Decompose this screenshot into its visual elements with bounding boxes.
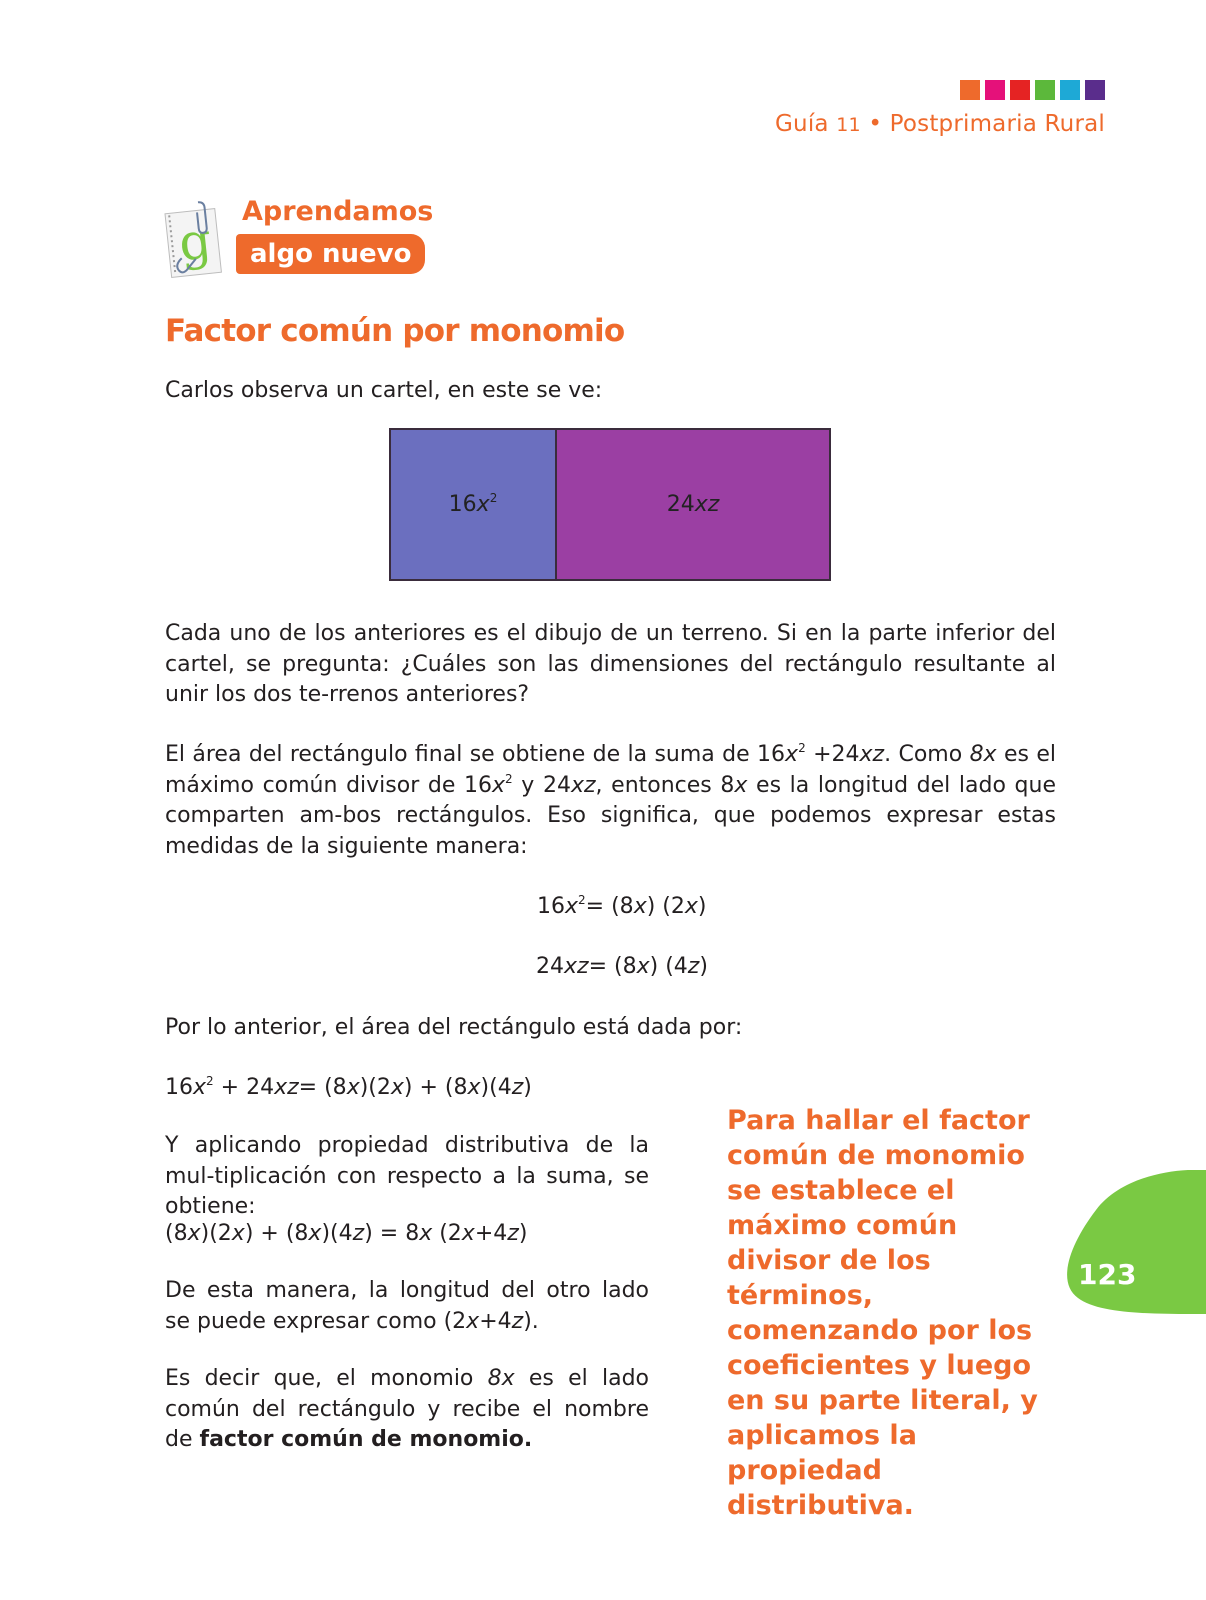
notebook-g-icon — [162, 201, 224, 281]
running-header — [775, 111, 1105, 137]
left-var: x — [476, 492, 490, 517]
intro-paragraph: Carlos observa un cartel, en este se ve: — [165, 378, 603, 403]
terrain-rect-left — [391, 430, 557, 579]
equation-3: $16x^2 + 24xz= (8x)(2x) + (8x)(4z)$ — [165, 1074, 532, 1100]
guide-subtitle: Postprimaria Rural — [889, 111, 1105, 137]
paragraph-other-side: De esta manera, la longitud del otro lado se puede expresar como (2x+4z). — [165, 1278, 649, 1334]
strip-swatch-3 — [1010, 80, 1030, 100]
page-number: 123 — [1078, 1258, 1137, 1291]
terrain-rect-right — [557, 430, 829, 579]
terrain-right-label: 24xz — [666, 492, 720, 517]
right-var: xz — [694, 492, 720, 517]
strip-swatch-1 — [960, 80, 980, 100]
color-strip — [960, 80, 1105, 100]
notebook-letter: g — [176, 211, 215, 273]
strip-swatch-2 — [985, 80, 1005, 100]
paragraph-area: Por lo anterior, el área del rectángulo está dada por: — [165, 1015, 743, 1040]
strip-swatch-5 — [1060, 80, 1080, 100]
header-separator: • — [860, 111, 890, 137]
equation-4: (8x)(2x) + (8x)(4z) = 8x (2x+4z) — [165, 1221, 528, 1246]
guide-label: Guía — [775, 111, 837, 137]
left-exponent: 2 — [489, 491, 498, 505]
paragraph-question: Cada uno de los anteriores es el dibujo de un terreno. Si en la parte inferior del cartel, se pregunta: ¿Cuáles son las dimensiones del rectángulo resultante al unir los dos te-rrenos anteriores? — [165, 621, 1056, 707]
terrain-left-label: $16x^2$ — [448, 491, 498, 517]
page-title: Factor común por monomio — [165, 313, 625, 349]
tip-callout: Para hallar el factor común de monomio se establece el máximo común divisor de los términos, comenzando por los coeficientes y luego en su parte literal, y aplicamos la propiedad distributiva. — [727, 1105, 1038, 1521]
guide-number: 11 — [836, 114, 861, 136]
terrain-diagram — [389, 428, 831, 581]
paragraph-conclusion: Es decir que, el monomio 8x es el lado común del rectángulo y recibe el nombre de factor común de monomio. — [165, 1366, 649, 1452]
paragraph-distributive: Y aplicando propiedad distributiva de la mul-tiplicación con respecto a la suma, se obtiene: — [165, 1133, 649, 1219]
badge-title: Aprendamos — [242, 196, 434, 227]
page-number-blob — [1060, 1170, 1206, 1315]
strip-swatch-4 — [1035, 80, 1055, 100]
section-badge — [160, 193, 434, 293]
equation-2: 24xz= (8x) (4z) — [536, 954, 708, 979]
strip-swatch-6 — [1085, 80, 1105, 100]
paragraph-explanation: El área del rectángulo final se obtiene de la suma de $16x^2 +24xz$. Como 8x es el máximo común divisor de $16x^2$ y 24xz, entonces 8x es la longitud del lado que comparten am-bos rectángulos. Eso significa, que podemos expresar estas medidas de la siguiente manera: — [165, 741, 1056, 859]
badge-subtitle: algo nuevo — [236, 234, 425, 274]
equation-1: $16x^2= (8x)$ (2x) — [537, 893, 707, 919]
